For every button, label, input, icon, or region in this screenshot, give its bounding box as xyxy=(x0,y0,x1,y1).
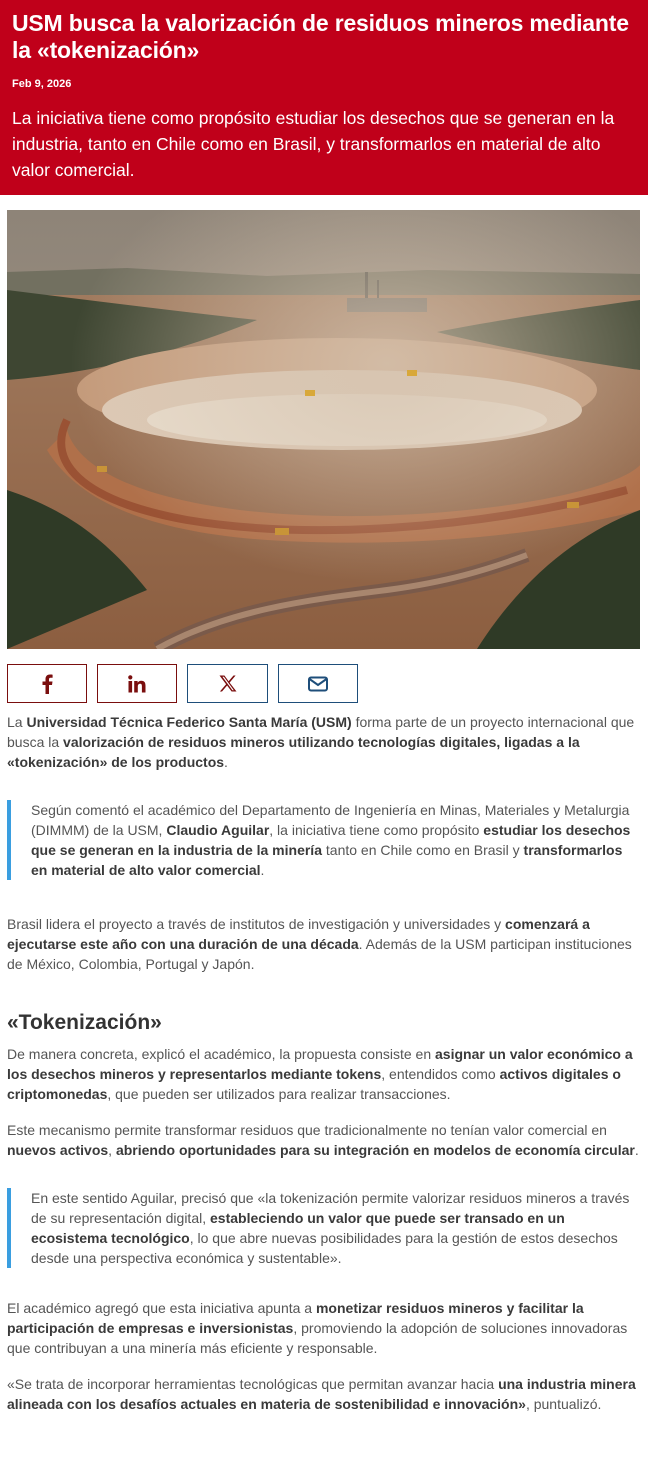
linkedin-icon xyxy=(128,675,146,693)
facebook-icon xyxy=(40,674,54,694)
emphasis-text: estableciendo un valor que puede ser transado en un ecosistema tecnológico xyxy=(31,1210,565,1246)
blockquote xyxy=(7,1188,639,1268)
text-run: tanto en Chile como en Brasil y xyxy=(322,842,524,858)
section-heading: «Tokenización» xyxy=(7,1011,162,1034)
text-run: , que pueden ser utilizados para realizar transacciones. xyxy=(107,1086,451,1102)
text-run: , puntualizó. xyxy=(525,1396,602,1412)
text-run: . xyxy=(260,862,265,878)
emphasis-text: abriendo oportunidades para su integración en modelos de economía circular xyxy=(115,1142,635,1158)
mail-icon xyxy=(308,676,328,692)
article-title: USM busca la valorización de residuos mineros mediante la «tokenización» xyxy=(12,10,629,63)
text-run: Según comentó el académico del Departamento de Ingeniería en Minas, Materiales y Metalurgia (DIMMM) de la USM, xyxy=(31,802,630,838)
publish-date: Feb 9, 2026 xyxy=(12,78,72,90)
text-run: , promoviendo la adopción de soluciones innovadoras que contribuyan a una minería más eficiente y responsable. xyxy=(7,1320,628,1356)
emphasis-text: estudiar los desechos que se generan en la industria de la minería xyxy=(31,822,631,858)
paragraph xyxy=(7,1044,639,1104)
paragraph xyxy=(7,1120,639,1160)
hero-image xyxy=(7,210,640,649)
emphasis-text: una industria minera alineada con los desafíos actuales en materia de sostenibilidad e innovación» xyxy=(7,1376,636,1412)
share-linkedin-button[interactable] xyxy=(97,664,177,703)
text-run: «Se trata de incorporar herramientas tecnológicas que permitan avanzar hacia xyxy=(7,1376,499,1392)
text-run: De manera concreta, explicó el académico, la propuesta consiste en xyxy=(7,1046,436,1062)
text-run: La xyxy=(7,714,27,730)
emphasis-text: transformarlos en material de alto valor comercial xyxy=(31,842,623,878)
text-run: Brasil lidera el proyecto a través de institutos de investigación y universidades y xyxy=(7,916,506,932)
blockquote xyxy=(7,800,639,880)
emphasis-text: nuevos activos xyxy=(7,1142,109,1158)
text-run: . xyxy=(634,1142,639,1158)
emphasis-text: comenzará a ejecutarse este año con una duración de una década xyxy=(7,916,590,952)
text-run: El académico agregó que esta iniciativa apunta a xyxy=(7,1300,316,1316)
text-run: , la iniciativa tiene como propósito xyxy=(269,822,484,838)
share-facebook-button[interactable] xyxy=(7,664,87,703)
text-run: En este sentido Aguilar, precisó que «la tokenización permite valorizar residuos mineros a través de su representación digital, xyxy=(31,1190,630,1226)
article-header xyxy=(0,0,648,195)
emphasis-text: Claudio Aguilar xyxy=(166,822,270,838)
text-run: , xyxy=(108,1142,116,1158)
emphasis-text: monetizar residuos mineros y facilitar la participación de empresas e inversionistas xyxy=(7,1300,584,1336)
paragraph xyxy=(7,914,639,974)
emphasis-text: valorización de residuos mineros utilizando tecnologías digitales, ligadas a la «tokenización» de los productos xyxy=(7,734,580,770)
text-run: Este mecanismo permite transformar residuos que tradicionalmente no tenían valor comercial en xyxy=(7,1122,607,1138)
text-run: . xyxy=(224,754,228,770)
paragraph xyxy=(7,1298,639,1358)
emphasis-text: Universidad Técnica Federico Santa María (USM) xyxy=(26,714,352,730)
article-lead: La iniciativa tiene como propósito estudiar los desechos que se generan en la industria, tanto en Chile como en Brasil, y transformarlos en material de alto valor comercial. xyxy=(12,108,615,180)
paragraph xyxy=(7,712,639,772)
text-run: , entendidos como xyxy=(381,1066,500,1082)
share-x-button[interactable] xyxy=(187,664,268,703)
emphasis-text: activos digitales o criptomonedas xyxy=(7,1066,621,1102)
x-icon xyxy=(219,675,237,692)
article-body xyxy=(7,712,639,1414)
paragraph xyxy=(7,1374,639,1414)
mining-landscape-image xyxy=(7,210,640,649)
share-email-button[interactable] xyxy=(278,664,358,703)
text-run: forma parte de un proyecto internacional que busca la xyxy=(7,714,635,750)
text-run: . Además de la USM participan instituciones de México, Colombia, Portugal y Japón. xyxy=(7,936,632,972)
emphasis-text: asignar un valor económico a los desechos mineros y representarlos mediante tokens xyxy=(7,1046,633,1082)
text-run: , lo que abre nuevas posibilidades para la gestión de estos desechos desde una perspectiva económica y sustentable». xyxy=(31,1230,618,1266)
